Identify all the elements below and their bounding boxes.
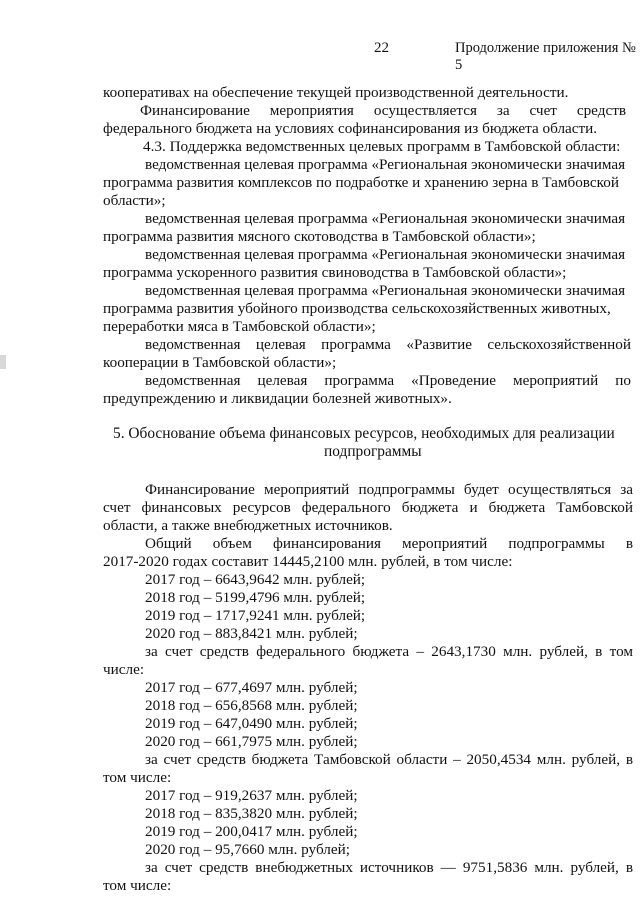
text-line: за счет средств федерального бюджета – 2643,1730 млн. рублей, в том xyxy=(145,643,633,660)
section-heading-line-1: 5. Обоснование объема финансовых ресурсов, необходимых для реализации xyxy=(113,425,615,442)
text-line: счет финансовых ресурсов федерального бюджета и бюджета Тамбовской xyxy=(103,499,633,516)
year-amount-line: 2017 год – 677,4697 млн. рублей; xyxy=(145,679,358,696)
year-amount-line: 2019 год – 1717,9241 млн. рублей; xyxy=(145,607,366,624)
section-heading-line-2: подпрограммы xyxy=(324,443,422,460)
text-line: Финансирование мероприятий подпрограммы будет осуществляться за xyxy=(145,481,633,498)
text-line: ведомственная целевая программа «Проведение мероприятий по xyxy=(145,372,631,389)
year-amount-line: 2020 год – 95,7660 млн. рублей; xyxy=(145,841,350,858)
text-line: за счет средств внебюджетных источников — 9751,5836 млн. рублей, в xyxy=(145,859,633,876)
text-line: том числе: xyxy=(103,769,172,786)
year-amount-line: 2017 год – 919,2637 млн. рублей; xyxy=(145,787,358,804)
year-amount-line: 2018 год – 5199,4796 млн. рублей; xyxy=(145,589,366,606)
text-line: 2017-2020 годах составит 14445,2100 млн. рублей, в том числе: xyxy=(103,553,513,570)
subsection-heading: 4.3. Поддержка ведомственных целевых программ в Тамбовской области: xyxy=(143,138,621,155)
year-amount-line: 2018 год – 835,3820 млн. рублей; xyxy=(145,805,358,822)
text-line: программа развития убойного производства сельскохозяйственных животных, xyxy=(103,300,611,317)
text-line: области»; xyxy=(103,192,166,209)
text-line: за счет средств бюджета Тамбовской области – 2050,4534 млн. рублей, в xyxy=(145,751,633,768)
appendix-continuation-label: Продолжение приложения № 5 xyxy=(455,40,636,73)
text-line: ведомственная целевая программа «Развитие сельскохозяйственной xyxy=(145,336,631,353)
year-amount-line: 2017 год – 6643,9642 млн. рублей; xyxy=(145,571,366,588)
text-line: ведомственная целевая программа «Региональная экономически значимая xyxy=(145,210,626,227)
scan-margin-mark xyxy=(0,355,6,369)
text-line: том числе: xyxy=(103,877,172,894)
year-amount-line: 2020 год – 661,7975 млн. рублей; xyxy=(145,733,358,750)
text-line: предупреждению и ликвидации болезней животных». xyxy=(103,390,452,407)
text-line: программа ускоренного развития свиноводства в Тамбовской области»; xyxy=(103,264,567,281)
text-line: числе: xyxy=(103,661,145,678)
text-line: ведомственная целевая программа «Региональная экономически значимая xyxy=(145,282,626,299)
year-amount-line: 2018 год – 656,8568 млн. рублей; xyxy=(145,697,358,714)
year-amount-line: 2019 год – 647,0490 млн. рублей; xyxy=(145,715,358,732)
text-line: кооперации в Тамбовской области»; xyxy=(103,354,337,371)
text-line: ведомственная целевая программа «Региональная экономически значимая xyxy=(145,156,626,173)
text-line: ведомственная целевая программа «Региональная экономически значимая xyxy=(145,246,626,263)
page-number: 22 xyxy=(374,40,389,56)
text-line: области, а также внебюджетных источников. xyxy=(103,517,393,534)
text-line: программа развития комплексов по подработке и хранению зерна в Тамбовской xyxy=(103,174,619,191)
text-line: переработки мяса в Тамбовской области»; xyxy=(103,318,376,335)
text-line: Общий объем финансирования мероприятий подпрограммы в xyxy=(145,535,633,552)
text-line: Финансирование мероприятия осуществляется за счет средств xyxy=(140,102,626,119)
text-line: программа развития мясного скотоводства в Тамбовской области»; xyxy=(103,228,536,245)
year-amount-line: 2020 год – 883,8421 млн. рублей; xyxy=(145,625,358,642)
year-amount-line: 2019 год – 200,0417 млн. рублей; xyxy=(145,823,358,840)
text-line: кооперативах на обеспечение текущей производственной деятельности. xyxy=(103,84,569,101)
text-line: федерального бюджета на условиях софинансирования из бюджета области. xyxy=(103,120,598,137)
